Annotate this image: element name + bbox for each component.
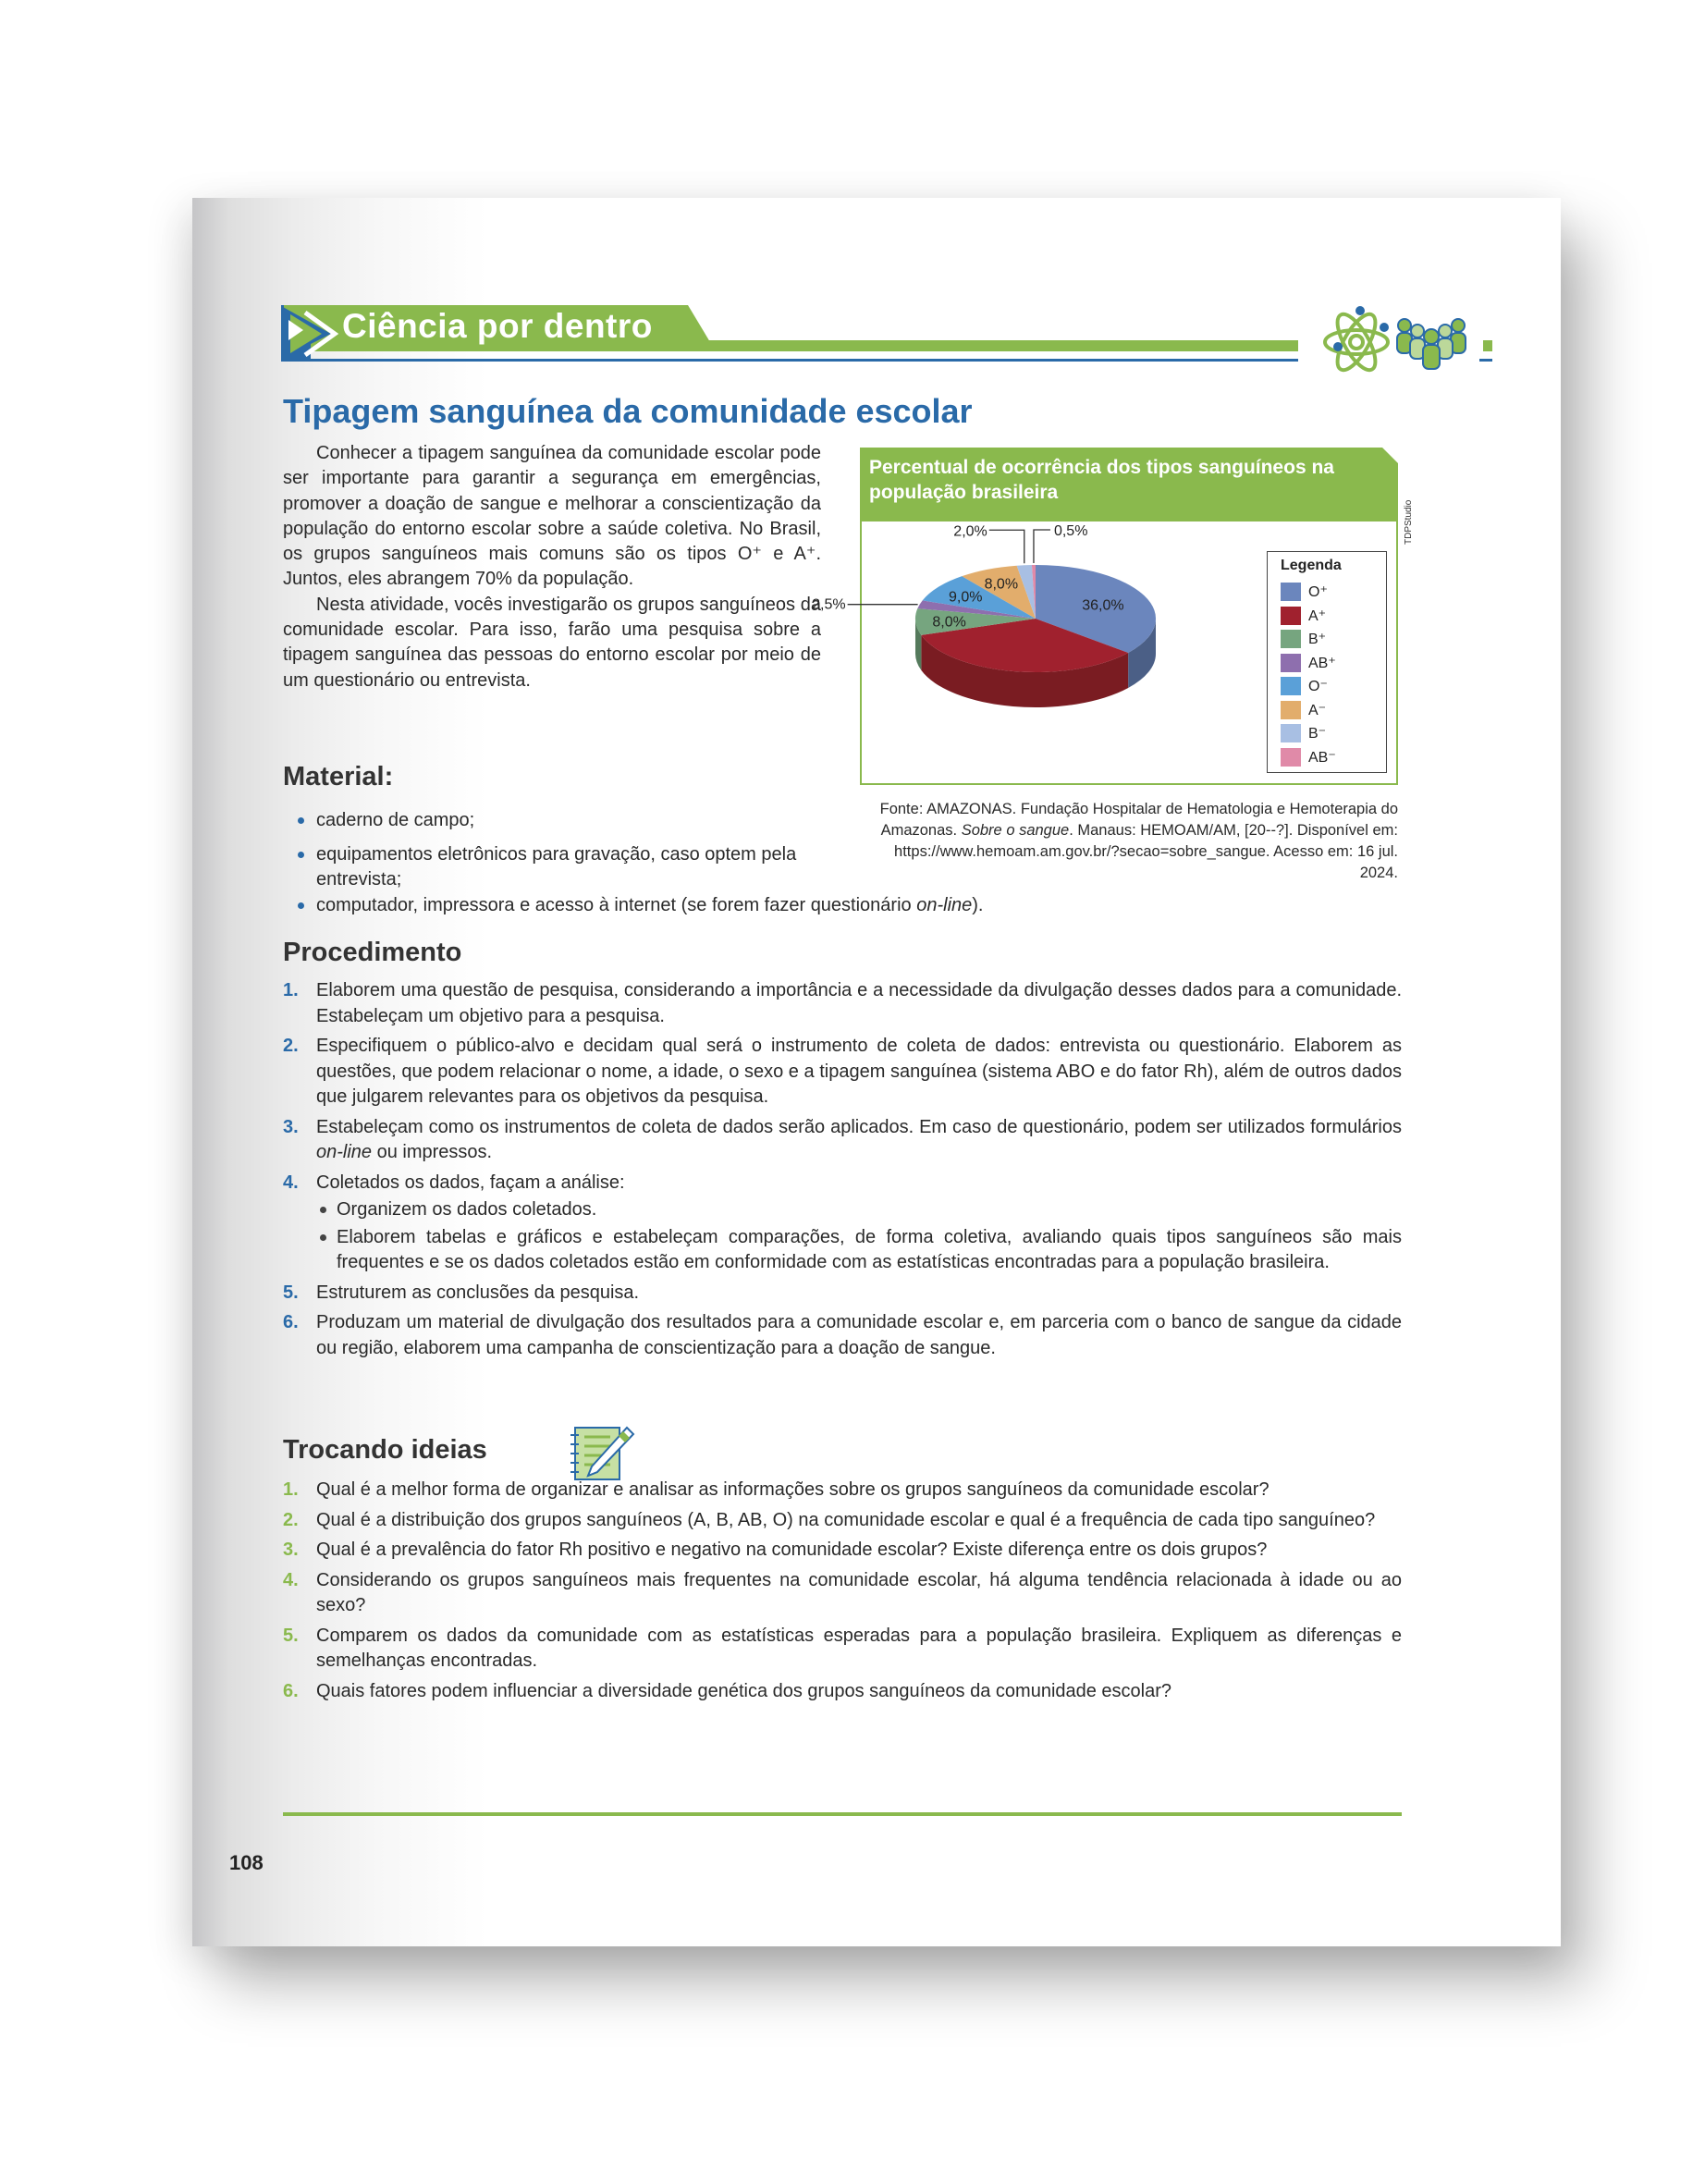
book-page [192, 198, 1561, 1946]
legend-item-AB⁺ [1281, 653, 1336, 673]
procedure-substep: Elaborem tabelas e gráficos e estabeleçam comparações, de forma coletiva, avaliando quais tipos sanguíneos são mais frequentes e se os dados coletados estão em conformidade com as estatísticas encontradas para a população brasileira. [316, 1225, 1402, 1276]
legend-swatch [1281, 607, 1301, 625]
procedure-list [283, 978, 1402, 1366]
discussion-question: 6. Quais fatores podem influenciar a diversidade genética dos grupos sanguíneos da comunidade escolar? [283, 1680, 1172, 1701]
legend-label: A⁺ [1308, 607, 1327, 624]
discussion-question: 2. Qual é a distribuição dos grupos sanguíneos (A, B, AB, O) na comunidade escolar e qual é a frequência de cada tipo sanguíneo? [283, 1509, 1376, 1530]
discussion-question: 1. Qual é a melhor forma de organizar e analisar as informações sobre os grupos sanguíneos da comunidade escolar? [283, 1479, 1270, 1500]
legend-label: O⁺ [1308, 584, 1328, 600]
legend-swatch [1281, 583, 1301, 601]
discussion-heading: Trocando ideias [283, 1435, 487, 1465]
procedure-substep: Organizem os dados coletados. [316, 1197, 1402, 1223]
legend-swatch [1281, 701, 1301, 719]
legend-swatch [1281, 724, 1301, 742]
procedure-step: 4. Coletados os dados, façam a análise: Organizem os dados coletados. Elaborem tabelas e gráficos e estabeleçam comparações, de forma coletiva, avaliando quais tipos sanguíneos são mais frequentes e se os dados coletados estão em conformidade com as estatísticas encontradas para a população brasileira. [283, 1171, 1402, 1276]
discussion-question: 5. Comparem os dados da comunidade com as estatísticas esperadas para a população brasileira. Expliquem as diferenças e semelhanças encontradas. [283, 1625, 1402, 1671]
banner-blue-line [281, 359, 1298, 362]
legend-item-B⁻ [1281, 723, 1326, 743]
material-list-cont [283, 893, 1402, 918]
material-item: equipamentos eletrônicos para gravação, caso optem pela entrevista; [283, 842, 828, 892]
material-item: caderno de campo; [283, 808, 828, 833]
legend-swatch [1281, 677, 1301, 695]
page-title: Tipagem sanguínea da comunidade escolar [283, 392, 973, 430]
bullet-dot [298, 817, 304, 824]
section-label: Ciência por dentro [342, 307, 653, 345]
chart-title: Percentual de ocorrência dos tipos sanguíneos na população brasileira [869, 457, 1334, 503]
legend-item-B⁺ [1281, 629, 1326, 649]
procedure-step: 1. Elaborem uma questão de pesquisa, considerando a importância e a necessidade da divulgação desses dados para a comunidade. Estabeleçam um objetivo para a pesquisa. [283, 980, 1402, 1026]
image-credit: TDPStudio [1404, 499, 1414, 545]
data-label-A⁻: 8,0% [984, 576, 1019, 593]
legend-item-O⁻ [1281, 676, 1328, 696]
material-item: computador, impressora e acesso à internet (se forem fazer questionário on-line). [283, 893, 1402, 918]
legend-item-A⁺ [1281, 606, 1326, 626]
data-label-B⁻: 2,0% [953, 523, 987, 540]
discussion-list [283, 1478, 1402, 1709]
chart-source [860, 799, 1398, 884]
intro-text [283, 441, 821, 693]
bullet-dot [320, 1234, 326, 1241]
bullet-dot [298, 852, 304, 858]
legend-item-O⁺ [1281, 582, 1328, 602]
data-label-O⁻: 9,0% [949, 589, 983, 606]
legend-title: Legenda [1281, 558, 1342, 573]
notebook-pencil-icon [570, 1426, 634, 1483]
callout-line-AB⁻ [1034, 530, 1050, 563]
bullet-dot [298, 902, 304, 909]
data-label-AB⁺: 2,5% [812, 596, 846, 613]
discussion-question: 4. Considerando os grupos sanguíneos mais frequentes na comunidade escolar, há alguma tendência relacionada à idade ou ao sexo? [283, 1569, 1402, 1615]
legend-item-AB⁻ [1281, 747, 1336, 767]
page-number: 108 [229, 1851, 264, 1874]
data-label-AB⁻: 0,5% [1053, 523, 1088, 540]
legend-label: AB⁺ [1308, 655, 1336, 671]
source-text-end: . Manaus: HEMOAM/AM, [20--?]. Disponível em: https://www.hemoam.am.gov.br/?secao=sobre_sangue. Acesso em: 16 jul. 2024. [894, 822, 1398, 881]
source-title: Sobre o sangue [961, 822, 1070, 839]
pie-chart-box [812, 448, 1398, 787]
procedure-heading: Procedimento [283, 938, 462, 967]
procedure-step: 5. Estruturem as conclusões da pesquisa. [283, 1282, 640, 1303]
people-group-icon [1397, 319, 1466, 369]
pie-chart [812, 503, 1257, 780]
procedure-step: 3. Estabeleçam como os instrumentos de coleta de dados serão aplicados. Em caso de questionário, podem ser utilizados formulários on-line ou impressos. [283, 1116, 1402, 1162]
material-heading: Material: [283, 762, 394, 791]
source-text: Fonte: AMAZONAS. Fundação Hospitalar de Hematologia e Hemoterapia do Amazonas. [879, 801, 1398, 839]
bottom-divider [283, 1812, 1402, 1816]
intro-paragraph-2: Nesta atividade, vocês investigarão os grupos sanguíneos da comunidade escolar. Para isso, farão uma pesquisa sobre a tipagem sanguínea das pessoas do entorno escolar por meio de um questionário ou entrevista. [283, 594, 821, 691]
legend-label: A⁻ [1308, 702, 1327, 718]
atom-icon [1325, 309, 1388, 375]
section-logo-icon [283, 307, 338, 361]
science-community-icons [1321, 305, 1483, 379]
procedure-step: 6. Produzam um material de divulgação dos resultados para a comunidade escolar e, em parceria com o banco de sangue da cidade ou região, elaborem uma campanha de conscientização para a doação de sangue. [283, 1312, 1402, 1358]
intro-paragraph-1: Conhecer a tipagem sanguínea da comunidade escolar pode ser importante para garantir a segurança em emergências, promover a doação de sangue e melhorar a conscientização da população do entorno escolar sobre a saúde coletiva. No Brasil, os grupos sanguíneos mais comuns são os tipos O⁺ e A⁺. Juntos, eles abrangem 70% da população. [283, 443, 821, 590]
banner-green-line-end [1483, 340, 1492, 351]
legend-label: AB⁻ [1308, 749, 1336, 766]
discussion-question: 3. Qual é a prevalência do fator Rh positivo e negativo na comunidade escolar? Existe diferença entre os dois grupos? [283, 1540, 1268, 1560]
material-list [283, 808, 828, 892]
legend-swatch [1281, 630, 1301, 648]
section-banner [281, 305, 1400, 364]
legend-label: O⁻ [1308, 679, 1328, 694]
legend-swatch [1281, 654, 1301, 672]
chart-legend [1267, 551, 1387, 773]
data-label-O⁺: 36,0% [1082, 597, 1124, 614]
legend-swatch [1281, 748, 1301, 767]
bullet-dot [320, 1207, 326, 1213]
procedure-step: 2. Especifiquem o público-alvo e decidam qual será o instrumento de coleta de dados: entrevista ou questionário. Elaborem as questões, que podem relacionar o nome, a idade, o sexo e a tipagem sanguínea (sistema ABO e do fator Rh), além de outros dados que julgarem relevantes para os objetivos da pesquisa. [283, 1036, 1402, 1107]
data-label-B⁺: 8,0% [932, 614, 966, 631]
legend-label: B⁺ [1308, 632, 1327, 647]
callout-line-B⁻ [989, 530, 1024, 563]
banner-green-line [706, 340, 1298, 351]
legend-item-A⁻ [1281, 700, 1326, 720]
legend-label: B⁻ [1308, 726, 1327, 742]
